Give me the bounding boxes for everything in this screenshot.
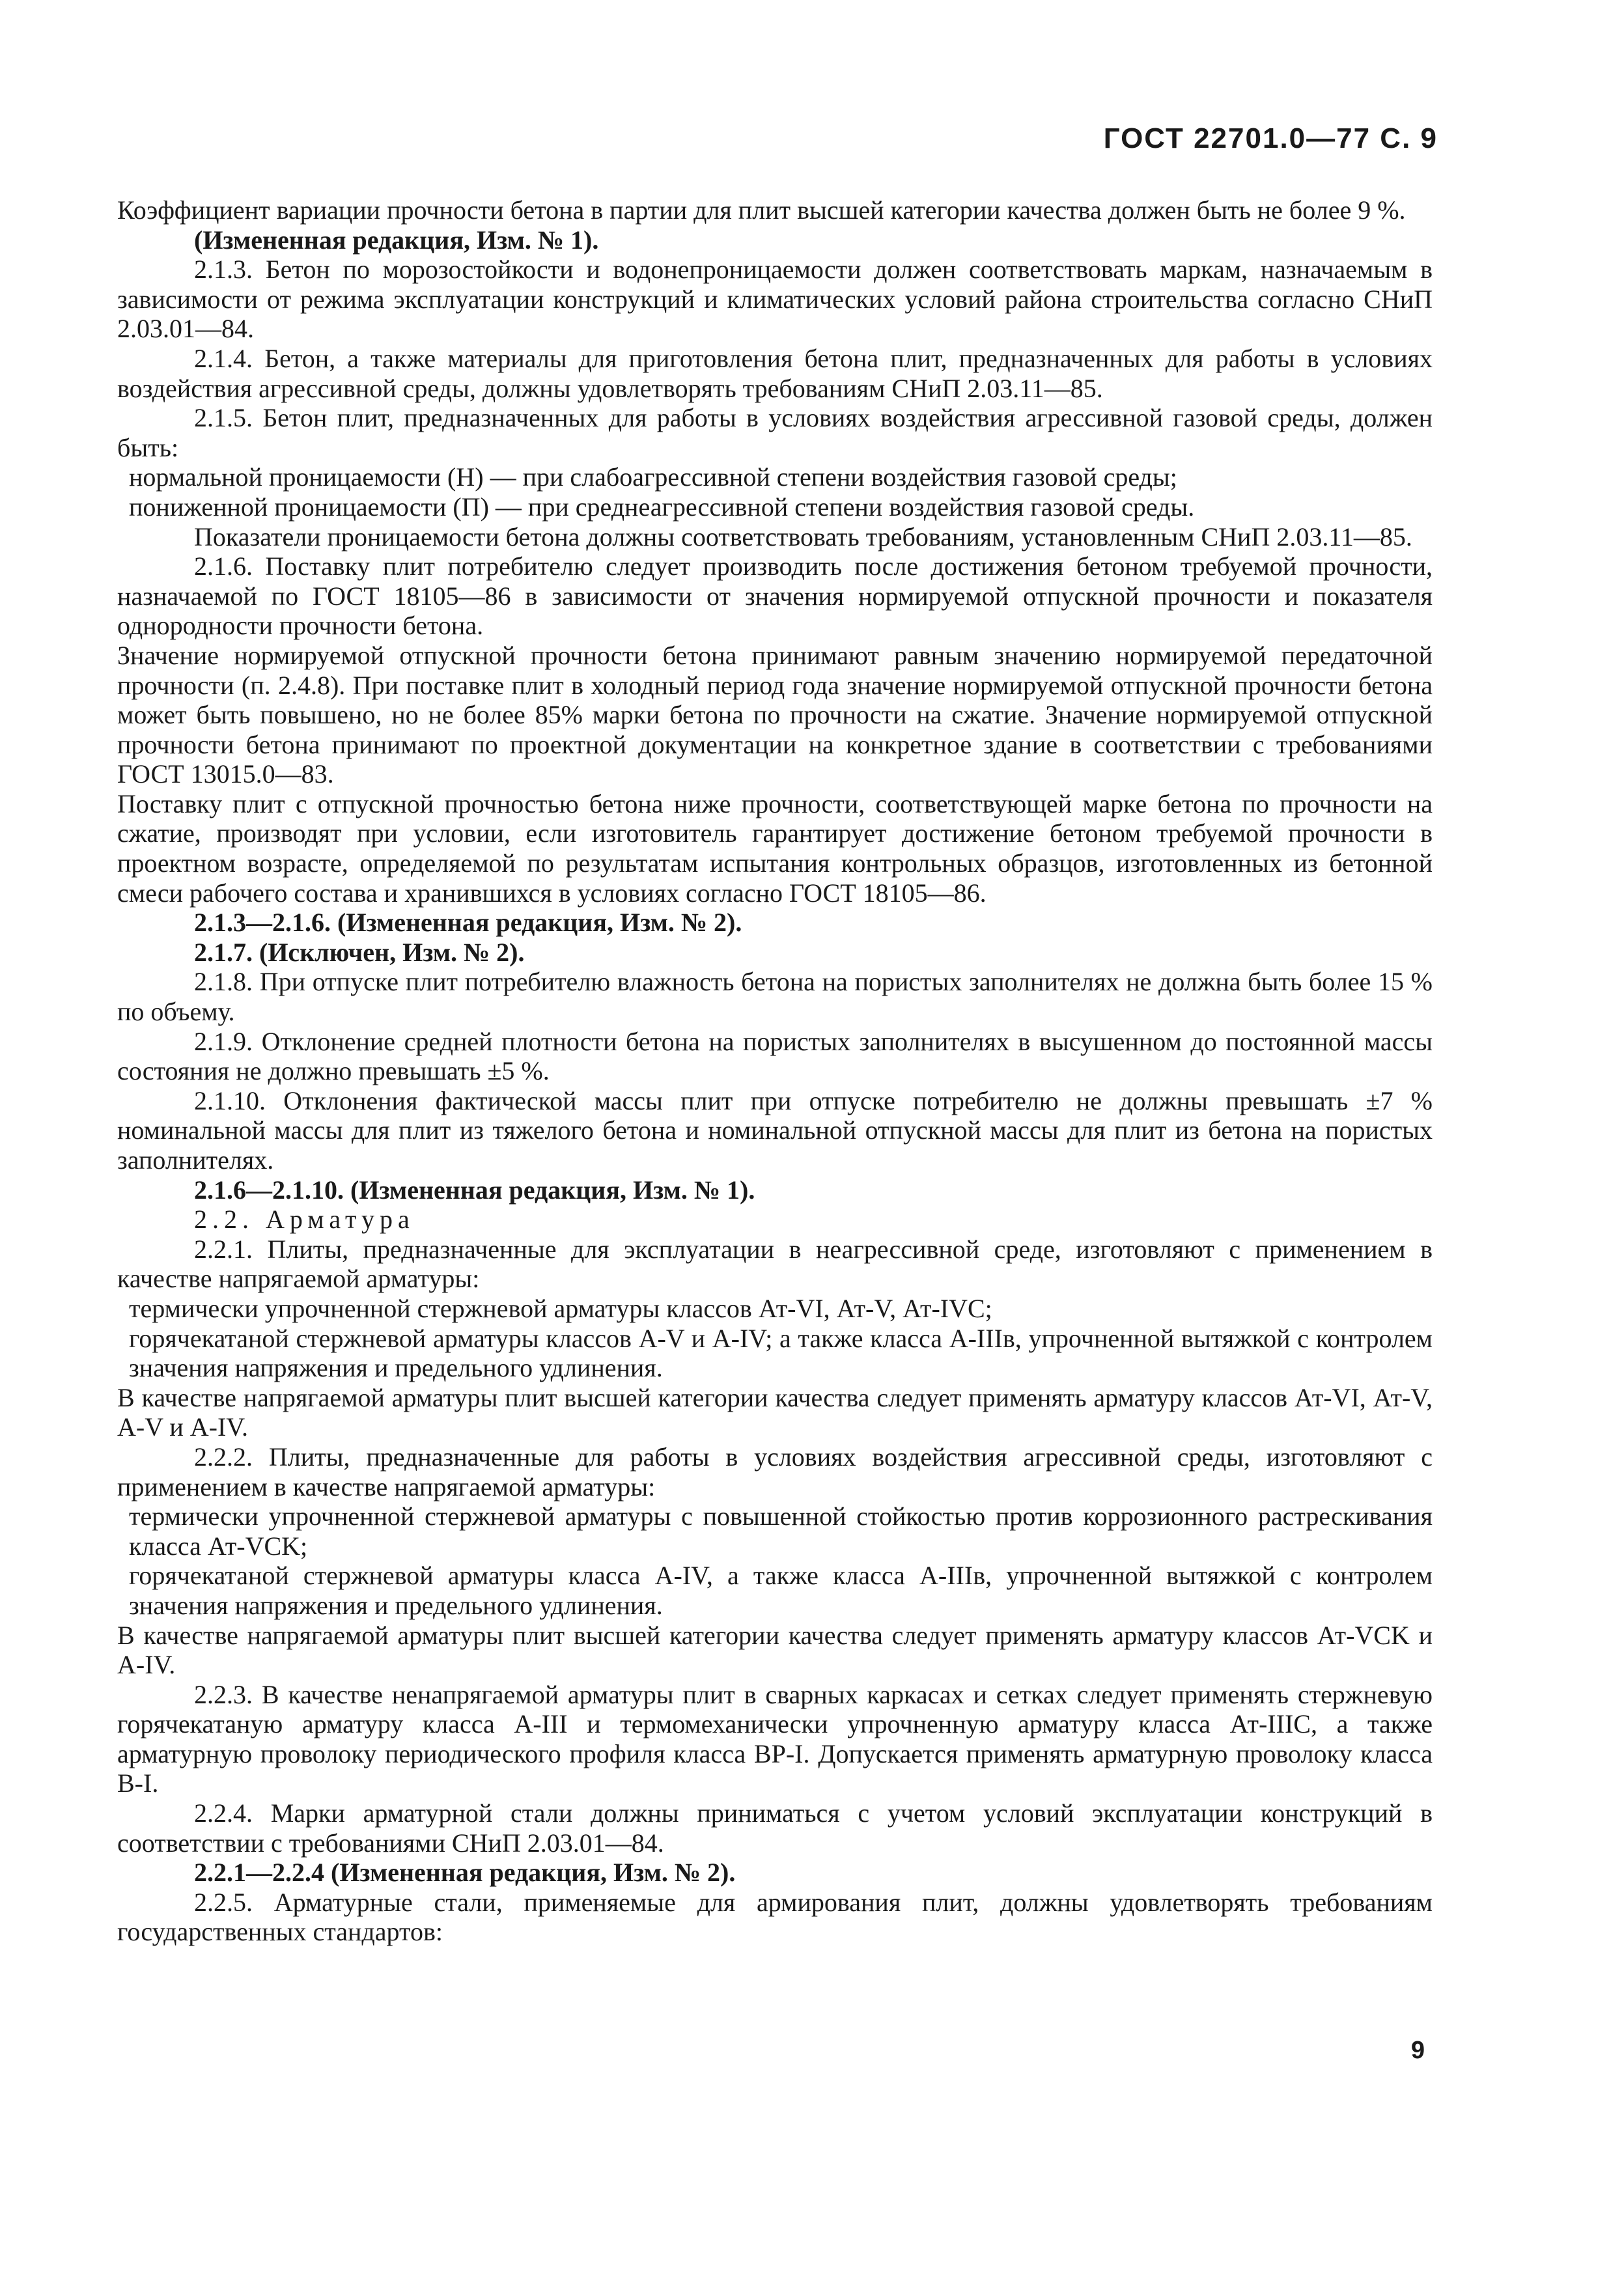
clause-2-1-3: 2.1.3. Бетон по морозостойкости и водонепроницаемости должен соответствовать маркам, назначаемым в зависимости от режима эксплуатации конструкций и климатических условий района строительства согласно СНиП 2.03.01—84. <box>117 255 1433 344</box>
amendment-note: 2.2.1—2.2.4 (Измененная редакция, Изм. № 2). <box>194 1858 736 1888</box>
paragraph: В качестве напрягаемой арматуры плит высшей категории качества следует применять арматуру классов Ат-VI, Ат-V, А-V и А-IV. <box>117 1382 1433 1442</box>
clause-2-2-2: 2.2.2. Плиты, предназначенные для работы в условиях воздействия агрессивной среды, изготовляют с применением в качестве напрягаемой арматуры: <box>117 1442 1433 1501</box>
list-item: термически упрочненной стержневой арматуры классов Ат-VI, Ат-V, Ат-IVC; <box>129 1293 992 1323</box>
clause-2-1-8: 2.1.8. При отпуске плит потребителю влажность бетона на пористых заполнителях не должна быть более 15 % по объему. <box>117 967 1433 1027</box>
document-body <box>117 195 1433 1947</box>
clause-2-2-5: 2.2.5. Арматурные стали, применяемые для армирования плит, должны удовлетворять требованиям государственных стандартов: <box>117 1887 1433 1947</box>
clause-2-1-10: 2.1.10. Отклонения фактической массы плит при отпуске потребителю не должны превышать ±7 % номинальной массы для плит из тяжелого бетона и номинальной отпускной массы для плит из бетона на пористых заполнителях. <box>117 1085 1433 1175</box>
page-header: ГОСТ 22701.0—77 С. 9 <box>1103 122 1438 154</box>
section-heading: 2.2. Арматура <box>194 1205 415 1235</box>
amendment-note: 2.1.6—2.1.10. (Измененная редакция, Изм. № 1). <box>194 1175 755 1205</box>
amendment-note: 2.1.3—2.1.6. (Измененная редакция, Изм. № 2). <box>194 908 742 938</box>
list-item: горячекатаной стержневой арматуры класса А-IV, а также класса А-IIIв, упрочненной вытяжкой с контролем значения напряжения и предельного удлинения. <box>129 1561 1433 1620</box>
paragraph: Значение нормируемой отпускной прочности бетона принимают равным значению нормируемой передаточной прочности (п. 2.4.8). При поставке плит в холодный период года значение нормируемой отпускной прочности бетона может быть повышено, но не более 85% марки бетона по прочности на сжатие. Значение нормируемой отпускной прочности бетона принимают по проектной документации на конкретное здание в соответствии с требованиями ГОСТ 13015.0—83. <box>117 640 1433 789</box>
clause-2-2-4: 2.2.4. Марки арматурной стали должны приниматься с учетом условий эксплуатации конструкций в соответствии с требованиями СНиП 2.03.01—84. <box>117 1798 1433 1858</box>
clause-2-1-6: 2.1.6. Поставку плит потребителю следует производить после достижения бетоном требуемой прочности, назначаемой по ГОСТ 18105—86 в зависимости от значения нормируемой отпускной прочности и показателя однородности прочности бетона. <box>117 552 1433 641</box>
clause-2-1-4: 2.1.4. Бетон, а также материалы для приготовления бетона плит, предназначенных для работы в условиях воздействия агрессивной среды, должны удовлетворять требованиям СНиП 2.03.11—85. <box>117 343 1433 403</box>
list-item: пониженной проницаемости (П) — при среднеагрессивной степени воздействия газовой среды. <box>129 492 1195 522</box>
list-item: нормальной проницаемости (Н) — при слабоагрессивной степени воздействия газовой среды; <box>129 462 1177 492</box>
page-number: 9 <box>1410 2037 1425 2064</box>
clause-2-1-7: 2.1.7. (Исключен, Изм. № 2). <box>194 937 525 967</box>
paragraph: В качестве напрягаемой арматуры плит высшей категории качества следует применять арматуру классов Ат-VCK и А-IV. <box>117 1620 1433 1680</box>
clause-2-1-9: 2.1.9. Отклонение средней плотности бетона на пористых заполнителях в высушенном до постоянной массы состояния не должно превышать ±5 %. <box>117 1026 1433 1086</box>
clause-2-2-1: 2.2.1. Плиты, предназначенные для эксплуатации в неагрессивной среде, изготовляют с применением в качестве напрягаемой арматуры: <box>117 1234 1433 1294</box>
paragraph: Поставку плит с отпускной прочностью бетона ниже прочности, соответствующей марке бетона по прочности на сжатие, производят при условии, если изготовитель гарантирует достижение бетоном требуемой прочности в проектном возрасте, определяемой по результатам испытания контрольных образцов, изготовленных из бетонной смеси рабочего состава и хранившихся в условиях согласно ГОСТ 18105—86. <box>117 789 1433 908</box>
paragraph: Показатели проницаемости бетона должны соответствовать требованиям, установленным СНиП 2.03.11—85. <box>194 522 1412 552</box>
list-item: горячекатаной стержневой арматуры классов А-V и А-IV; а также класса А-IIIв, упрочненной вытяжкой с контролем значения напряжения и предельного удлинения. <box>129 1323 1433 1383</box>
list-item: термически упрочненной стержневой арматуры с повышенной стойкостью против коррозионного растрескивания класса Ат-VCK; <box>129 1501 1433 1561</box>
amendment-note: (Измененная редакция, Изм. № 1). <box>194 225 599 255</box>
clause-2-2-3: 2.2.3. В качестве ненапрягаемой арматуры плит в сварных каркасах и сетках следует применять стержневую горячекатаную арматуру класса А-III и термомеханически упрочненную арматуру класса Ат-IIIC, а также арматурную проволоку периодического профиля класса ВР-I. Допускается применять арматурную проволоку класса В-I. <box>117 1679 1433 1798</box>
clause-2-1-5: 2.1.5. Бетон плит, предназначенных для работы в условиях воздействия агрессивной газовой среды, должен быть: <box>117 403 1433 462</box>
paragraph: Коэффициент вариации прочности бетона в партии для плит высшей категории качества должен быть не более 9 %. <box>117 195 1406 225</box>
